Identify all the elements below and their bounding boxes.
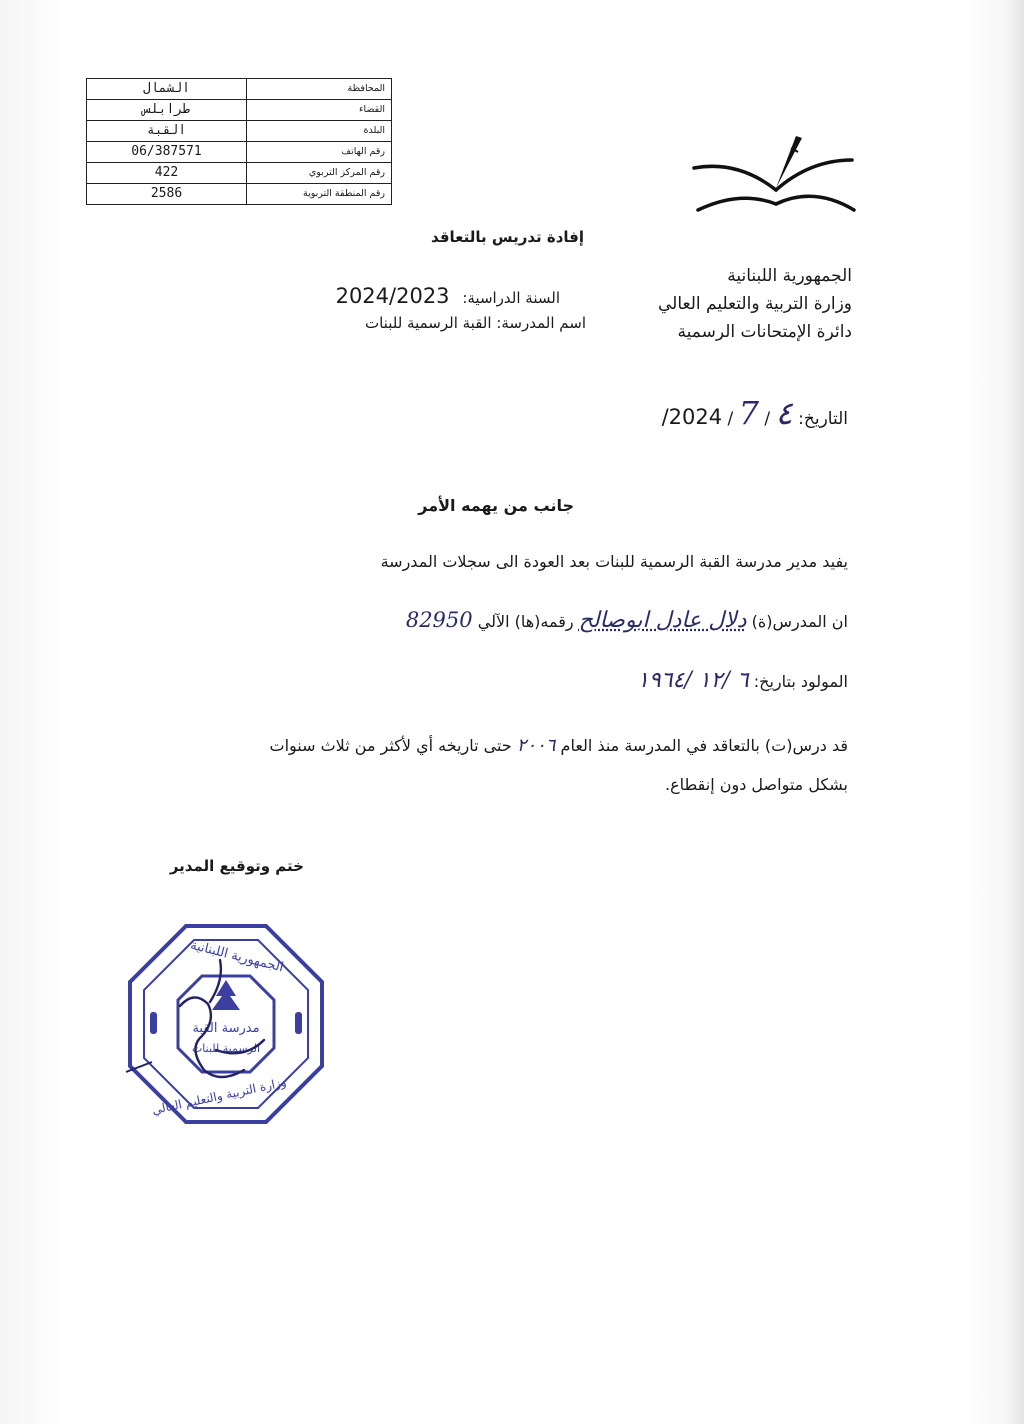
table-cell-value: 422 (87, 163, 247, 184)
birth-date-label: المولود بتاريخ: (753, 672, 848, 691)
school-name-label: اسم المدرسة: (496, 314, 586, 332)
table-row (87, 184, 392, 205)
table-row (87, 121, 392, 142)
republic-name: الجمهورية اللبنانية (727, 266, 852, 286)
date-year: 2024/ (661, 405, 723, 429)
stamp-ring-top-text: الجمهورية اللبنانية (188, 937, 285, 976)
ministry-header (658, 262, 852, 346)
teacher-line (406, 608, 848, 633)
date-label: التاريخ: (798, 409, 848, 429)
ministry-name: وزارة التربية والتعليم العالي (657, 294, 852, 314)
teacher-label: ان المدرس(ة) (751, 612, 848, 631)
stamp-center-line2: الرسمية للبنات (191, 1042, 261, 1055)
taught-suffix: حتى تاريخه أي لأكثر من ثلاث سنوات (269, 736, 512, 755)
stamp-center-line1: مدرسة القبة (192, 1021, 260, 1036)
date-line: التاريخ: ٤ / 7 / 2024/ (661, 394, 848, 432)
registry-label: رقمه(ها) الآلي (477, 612, 574, 631)
table-cell-value: الشمال (87, 79, 247, 100)
table-cell-value: 06/387571 (87, 142, 247, 163)
table-cell-label: رقم المنطقة التربوية (247, 184, 392, 205)
taught-prefix: قد درس(ت) بالتعاقد في المدرسة منذ العام (560, 736, 848, 755)
teacher-name-handwritten: دلال عادل ابوصالح (578, 608, 747, 633)
certificate-intro-line: يفيد مدير مدرسة القبة الرسمية للبنات بعد العودة الى سجلات المدرسة (380, 552, 848, 571)
contract-period-line (270, 735, 848, 756)
continuity-line: بشكل متواصل دون إنقطاع. (665, 775, 848, 794)
table-cell-value: طرابلس (87, 100, 247, 121)
department-name: دائرة الإمتحانات الرسمية (677, 322, 852, 342)
table-cell-label: رقم المركز التربوي (247, 163, 392, 184)
school-name-line (365, 314, 586, 332)
school-stamp-icon (124, 920, 328, 1128)
birth-date-line (637, 668, 848, 693)
table-cell-label: رقم الهاتف (247, 142, 392, 163)
table-cell-value: القبة (87, 121, 247, 142)
registry-number-handwritten: 82950 (405, 608, 473, 632)
table-row (87, 79, 392, 100)
table-cell-label: القضاء (247, 100, 392, 121)
school-name-value: القبة الرسمية للبنات (364, 314, 492, 332)
school-info-table (86, 78, 392, 205)
birth-date-handwritten: ٦ /١٢ /١٩٦٤ (637, 668, 749, 693)
date-day: ٤ (775, 394, 793, 432)
stamp-ring-bottom-text: وزارة التربية والتعليم العالي (150, 1075, 288, 1118)
table-row (87, 163, 392, 184)
date-month: 7 (738, 394, 759, 432)
table-row (87, 142, 392, 163)
table-row (87, 100, 392, 121)
table-cell-value: 2586 (87, 184, 247, 205)
academic-year-line (336, 284, 560, 308)
signature-label: ختم وتوقيع المدير (169, 857, 304, 875)
page-edge-shadow (1006, 0, 1024, 1424)
ministry-book-logo-icon (690, 130, 858, 218)
taught-since-year-handwritten: ٢٠٠٦ (516, 735, 556, 756)
table-cell-label: البلدة (247, 121, 392, 142)
academic-year-label: السنة الدراسية: (462, 289, 560, 307)
addressee-heading: جانب من يهمه الأمر (418, 496, 574, 515)
document-title: إفادة تدريس بالتعاقد (431, 228, 584, 246)
table-cell-label: المحافظة (247, 79, 392, 100)
academic-year-value: 2024/2023 (335, 284, 450, 308)
